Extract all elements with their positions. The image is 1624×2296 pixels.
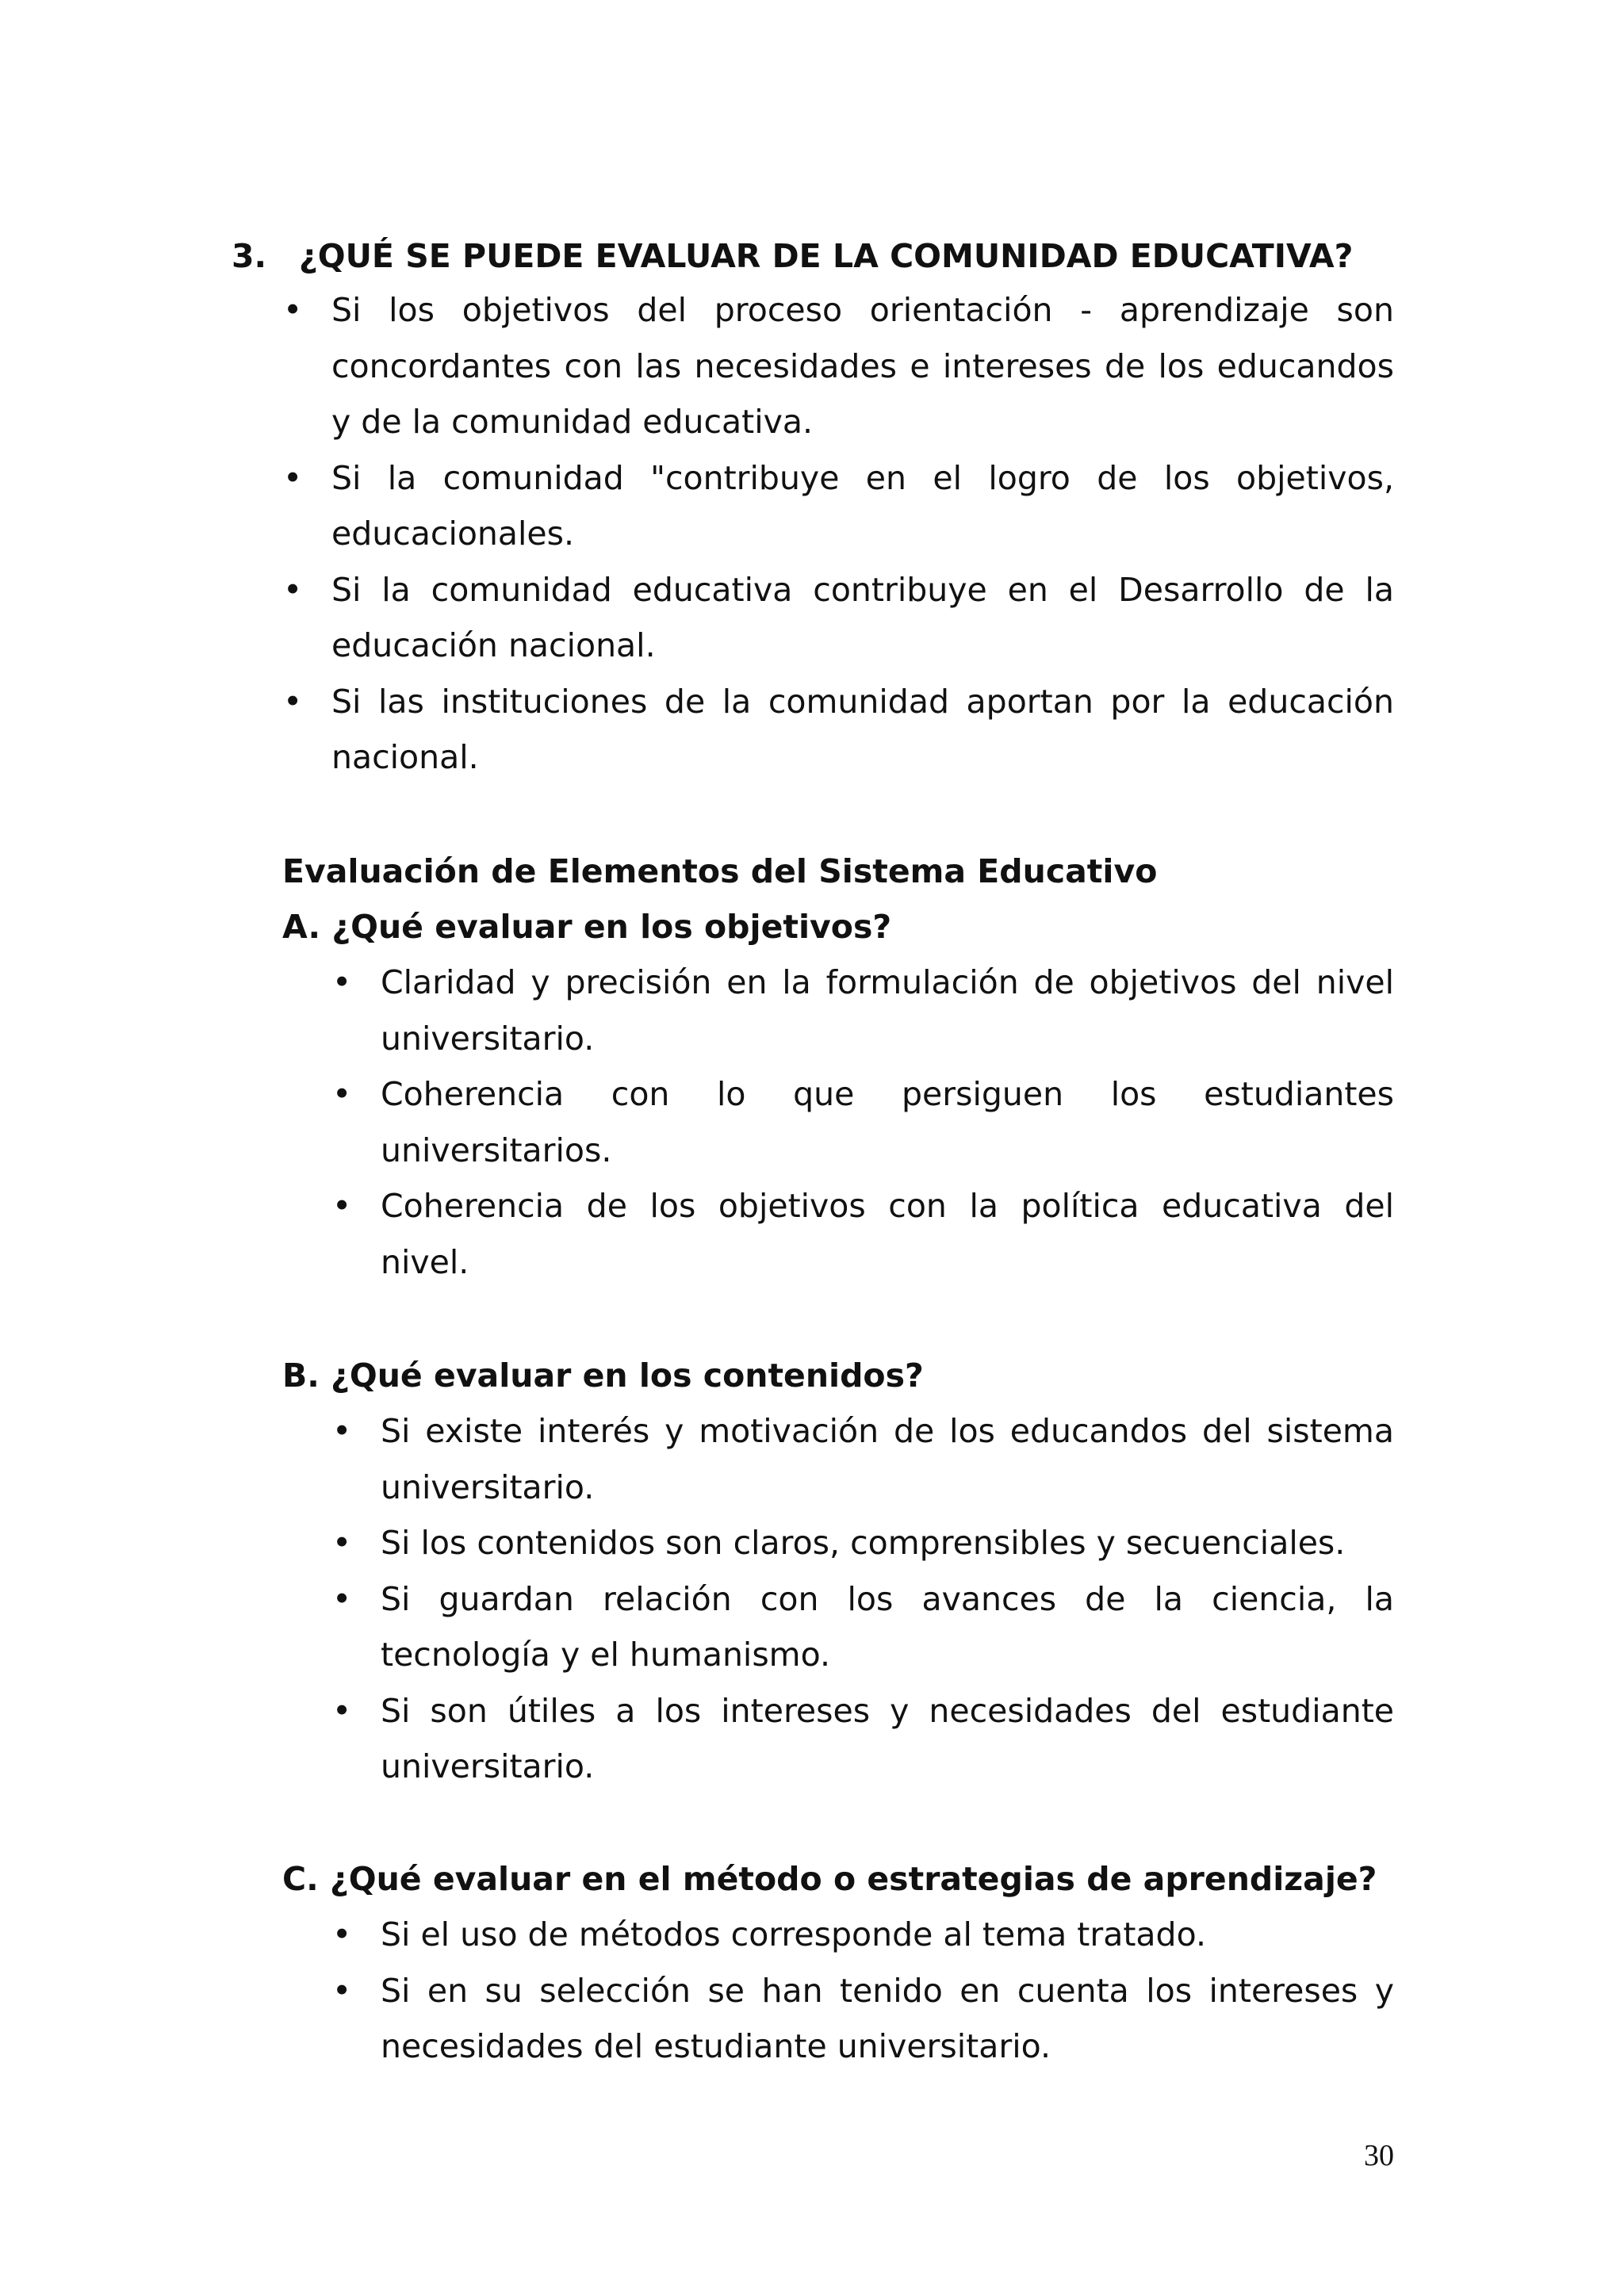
section-3-number: 3.	[232, 237, 267, 275]
section-a-heading: A. ¿Qué evaluar en los objetivos?	[282, 908, 892, 946]
list-item	[332, 1963, 1394, 2075]
list-item	[283, 562, 1394, 674]
bullet-icon: •	[283, 458, 303, 497]
bullet-icon: •	[332, 1075, 352, 1113]
list-item	[332, 1178, 1394, 1290]
bullet-icon: •	[332, 963, 352, 1001]
section-a-list	[332, 955, 1394, 1290]
section-b-heading: B. ¿Qué evaluar en los contenidos?	[282, 1357, 924, 1395]
section-b-list	[332, 1403, 1394, 1795]
list-item-text: Si la comunidad educativa contribuye en el Desarrollo de la educación nacional.	[331, 570, 1394, 664]
list-item	[332, 1907, 1394, 1963]
list-item-text: Si guardan relación con los avances de la ciencia, la tecnología y el humanismo.	[381, 1579, 1394, 1674]
list-item-text: Si la comunidad "contribuye en el logro de los objetivos, educacionales.	[331, 458, 1394, 553]
list-item-text: Si los contenidos son claros, comprensibles y secuenciales.	[381, 1524, 1346, 1562]
bullet-icon: •	[332, 1691, 352, 1730]
list-item	[332, 1403, 1394, 1515]
list-item	[283, 282, 1394, 450]
list-item	[332, 1571, 1394, 1683]
list-item-text: Coherencia de los objetivos con la política educativa del nivel.	[381, 1187, 1394, 1281]
list-item	[283, 450, 1394, 562]
bullet-icon: •	[332, 1971, 352, 2010]
bullet-icon: •	[332, 1915, 352, 1954]
section-c-heading: C. ¿Qué evaluar en el método o estrategias de aprendizaje?	[282, 1860, 1377, 1898]
list-item	[332, 1683, 1394, 1795]
bullet-icon: •	[332, 1412, 352, 1450]
bullet-icon: •	[332, 1524, 352, 1562]
list-item-text: Claridad y precisión en la formulación de objetivos del nivel universitario.	[381, 963, 1394, 1058]
list-item	[332, 1066, 1394, 1178]
list-item-text: Si son útiles a los intereses y necesidades del estudiante universitario.	[381, 1691, 1394, 1785]
list-item-text: Coherencia con lo que persiguen los estudiantes universitarios.	[381, 1075, 1394, 1169]
list-item-text: Si el uso de métodos corresponde al tema tratado.	[381, 1915, 1206, 1954]
list-item-text: Si los objetivos del proceso orientación - aprendizaje son concordantes con las necesidades e intereses de los educandos y de la comunidad educativa.	[331, 291, 1394, 441]
list-item	[332, 1515, 1394, 1571]
list-item-text: Si en su selección se han tenido en cuenta los intereses y necesidades del estudiante universitario.	[381, 1971, 1394, 2065]
list-item-text: Si existe interés y motivación de los educandos del sistema universitario.	[381, 1412, 1394, 1506]
bullet-icon: •	[283, 570, 303, 609]
list-item	[332, 955, 1394, 1066]
section-3-heading	[232, 228, 1405, 284]
elements-heading: Evaluación de Elementos del Sistema Educativo	[282, 852, 1158, 890]
section-c-list	[332, 1907, 1394, 2075]
bullet-icon: •	[283, 682, 303, 721]
section-3-title: ¿QUÉ SE PUEDE EVALUAR DE LA COMUNIDAD EDUCATIVA?	[299, 237, 1354, 275]
bullet-icon: •	[332, 1579, 352, 1618]
bullet-icon: •	[332, 1187, 352, 1225]
page-number: 30	[1364, 2139, 1394, 2172]
list-item	[283, 674, 1394, 786]
bullet-icon: •	[283, 291, 303, 329]
section-3-list	[283, 282, 1394, 786]
list-item-text: Si las instituciones de la comunidad aportan por la educación nacional.	[331, 682, 1394, 776]
